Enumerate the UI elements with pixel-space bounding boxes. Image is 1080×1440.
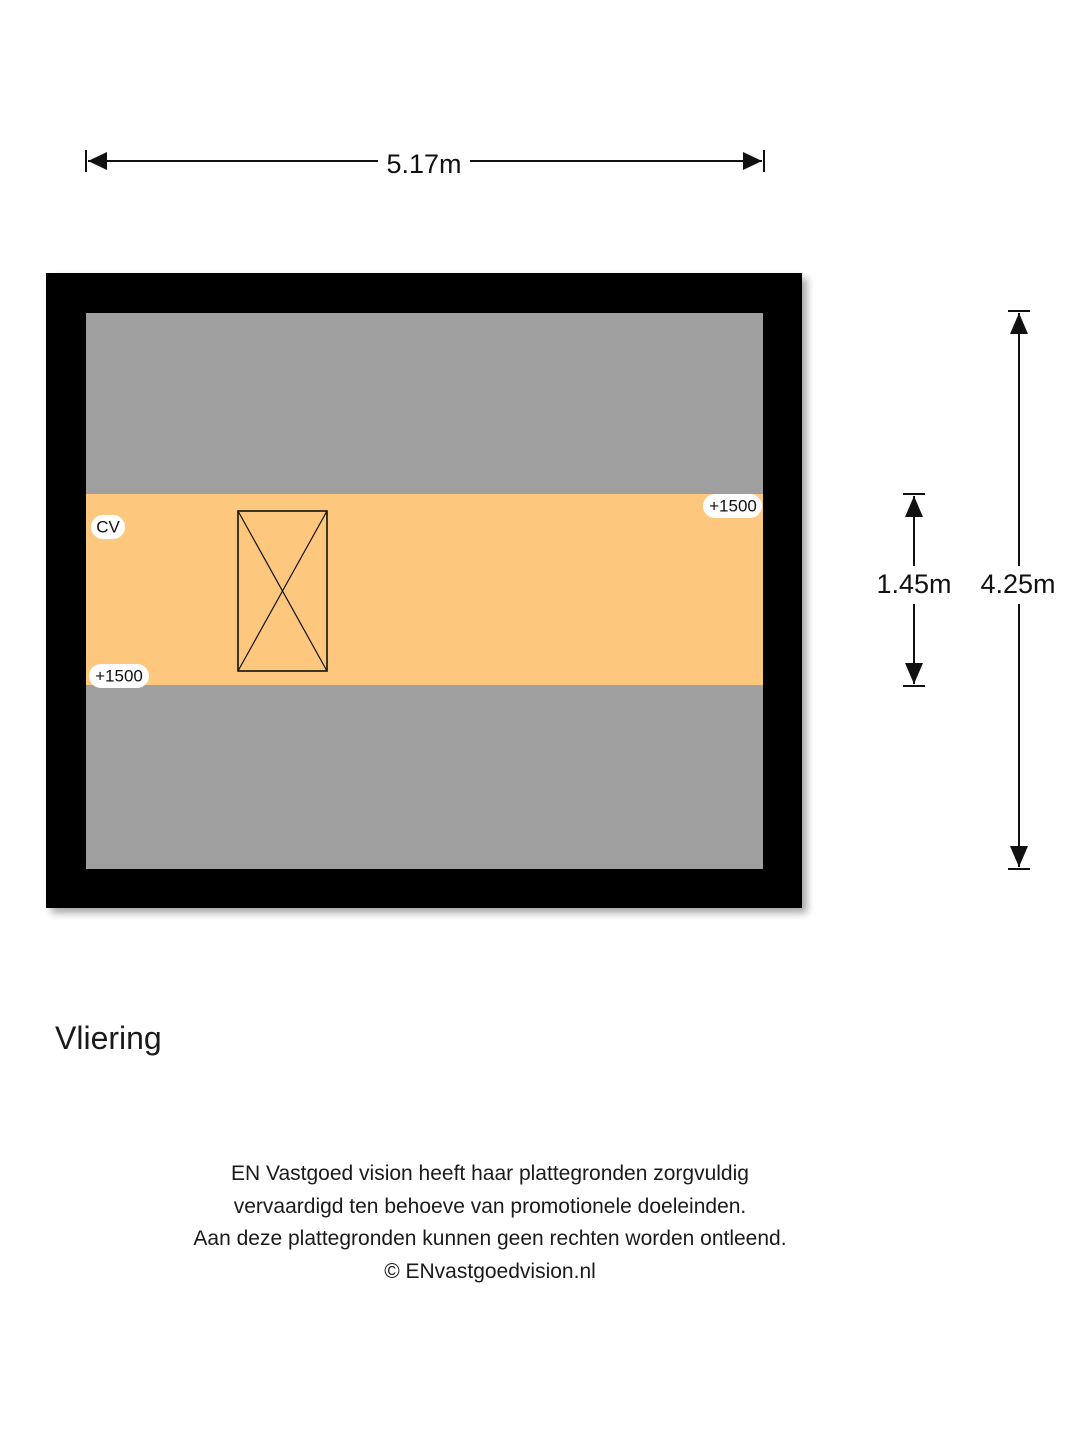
svg-text:+1500: +1500 bbox=[95, 666, 143, 686]
width-label: 5.17m bbox=[386, 149, 462, 180]
arrow-up-icon bbox=[905, 496, 923, 517]
width-dimension bbox=[86, 149, 764, 179]
cv-label bbox=[91, 515, 125, 539]
svg-text:CV: CV bbox=[96, 517, 120, 537]
floor-name: Vliering bbox=[55, 1020, 162, 1056]
disclaimer-line: vervaardigd ten behoeve van promotionele doeleinden. bbox=[233, 1194, 747, 1218]
disclaimer-line: Aan deze plattegronden kunnen geen rechten worden ontleend. bbox=[193, 1227, 787, 1250]
arrow-down-icon bbox=[1010, 846, 1028, 867]
low-ceiling-area-top bbox=[86, 313, 763, 494]
disclaimer-line: EN Vastgoed vision heeft haar plattegronden zorgvuldig bbox=[231, 1162, 749, 1185]
arrow-down-icon bbox=[905, 663, 923, 684]
total-depth-dimension bbox=[980, 311, 1055, 869]
standing-depth-dimension bbox=[876, 494, 951, 686]
total-depth-label: 4.25m bbox=[980, 569, 1056, 600]
standing-depth-label: 1.45m bbox=[876, 569, 952, 600]
low-ceiling-area-bottom bbox=[86, 685, 763, 869]
standing-height-area bbox=[86, 494, 763, 685]
arrow-right-icon bbox=[743, 152, 762, 170]
arrow-up-icon bbox=[1010, 313, 1028, 334]
copyright-link[interactable]: © ENvastgoedvision.nl bbox=[384, 1259, 596, 1283]
room-vliering bbox=[46, 273, 802, 908]
svg-text:+1500: +1500 bbox=[709, 496, 757, 516]
arrow-left-icon bbox=[88, 152, 107, 170]
height-label-bottom-left bbox=[89, 664, 149, 688]
height-label-top-right bbox=[703, 494, 762, 518]
disclaimer bbox=[0, 1158, 980, 1288]
